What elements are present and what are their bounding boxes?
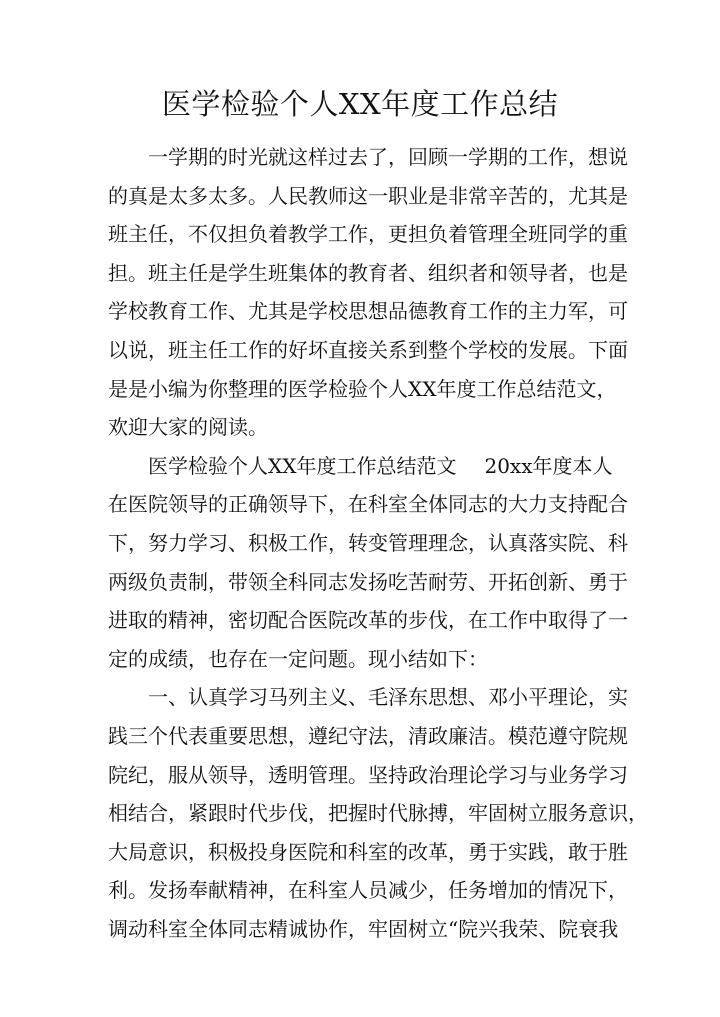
paragraph-line: 院纪，服从领导，透明管理。坚持政治理论学习与业务学习 bbox=[108, 762, 628, 787]
paragraph-line: 在医院领导的正确领导下，在科室全体同志的大力支持配合 bbox=[108, 492, 628, 517]
paragraph-line: 担。班主任是学生班集体的教育者、组织者和领导者，也是 bbox=[108, 260, 628, 285]
paragraph-line: 班主任，不仅担负着教学工作，更担负着管理全班同学的重 bbox=[108, 222, 628, 247]
paragraph-line: 定的成绩，也存在一定问题。现小结如下： bbox=[108, 646, 488, 671]
paragraph-line: 是是小编为你整理的医学检验个人XX年度工作总结范文， bbox=[108, 376, 617, 401]
paragraph-line: 践三个代表重要思想，遵纪守法，清政廉洁。模范遵守院规 bbox=[108, 723, 628, 748]
paragraph-line: 欢迎大家的阅读。 bbox=[108, 415, 268, 440]
paragraph-text: 20xx年度本人 bbox=[484, 453, 613, 478]
paragraph-line: 相结合，紧跟时代步伐，把握时代脉搏，牢固树立服务意识， bbox=[108, 801, 648, 826]
paragraph-line: 两级负责制，带领全科同志发扬吃苦耐劳、开拓创新、勇于 bbox=[108, 569, 628, 594]
paragraph-line: 大局意识，积极投身医院和科室的改革，勇于实践，敢于胜 bbox=[108, 839, 628, 864]
paragraph-line: 一学期的时光就这样过去了，回顾一学期的工作，想说 bbox=[148, 145, 628, 169]
paragraph-line: 以说，班主任工作的好坏直接关系到整个学校的发展。下面 bbox=[108, 337, 628, 362]
paragraph-line: 进取的精神，密切配合医院改革的步伐，在工作中取得了一 bbox=[108, 608, 628, 633]
paragraph-line bbox=[108, 447, 618, 486]
paragraph-line: 利。发扬奉献精神，在科室人员减少，任务增加的情况下， bbox=[108, 878, 628, 903]
document-title: 医学检验个人XX年度工作总结 bbox=[161, 87, 559, 121]
paragraph-line: 下，努力学习、积极工作，转变管理理念，认真落实院、科 bbox=[108, 530, 628, 555]
paragraph-line: 调动科室全体同志精诚协作，牢固树立“院兴我荣、院衰我 bbox=[108, 916, 619, 941]
document-body bbox=[108, 138, 648, 948]
section-heading-text: 医学检验个人XX年度工作总结范文 bbox=[148, 453, 457, 478]
paragraph-line: 的真是太多太多。人民教师这一职业是非常辛苦的，尤其是 bbox=[108, 183, 628, 208]
paragraph-line: 一、认真学习马列主义、毛泽东思想、邓小平理论，实 bbox=[148, 685, 628, 710]
paragraph-line: 学校教育工作、尤其是学校思想品德教育工作的主力军，可 bbox=[108, 299, 628, 324]
